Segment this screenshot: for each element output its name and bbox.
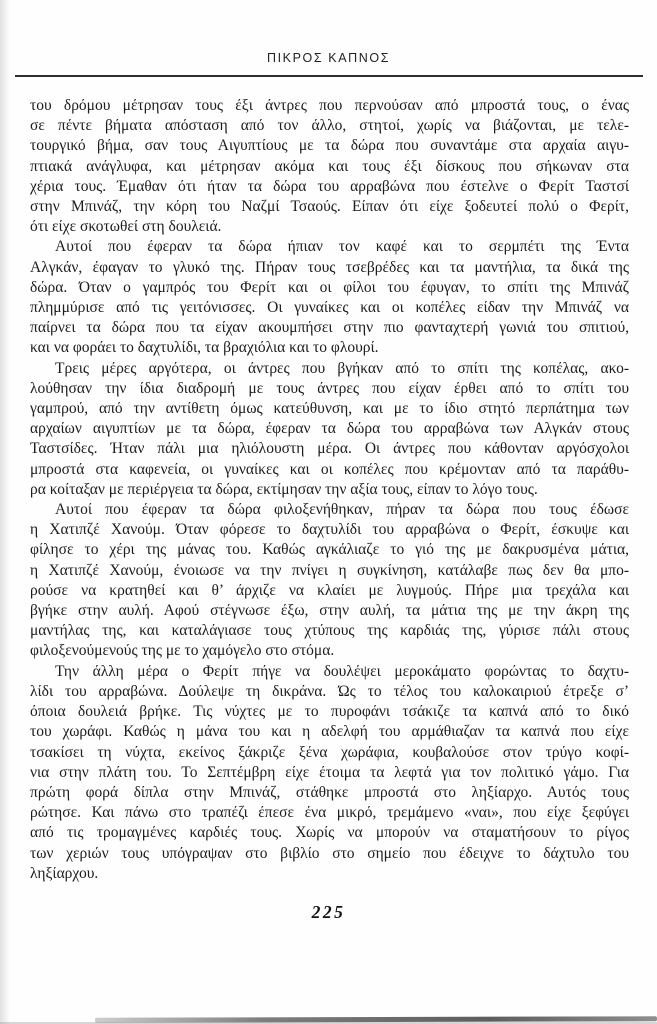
text-line: η Χατιπζέ Χανούμ. Όταν φόρεσε το δαχτυλίδι του αρραβώνα ο Φερίτ, έσκυψε και: [30, 521, 629, 539]
text-line: Ταστσίδες. Ήταν πάλι μια ηλιόλουστη μέρα. Οι άντρες που κάθονταν αργόσχολοι: [30, 440, 629, 458]
text-line: πτιακά ανάγλυφα, και μέτρησαν ακόμα και τους έξι δίσκους που σήκωναν στα: [30, 157, 629, 175]
text-line: σε πέντε βήματα απόσταση από τον άλλο, στητοί, χωρίς να βιάζονται, με τελε-: [30, 117, 629, 135]
text-line: χέρια τους. Έμαθαν ότι ήταν τα δώρα του αρραβώνα που έστελνε ο Φερίτ Ταστσί: [30, 177, 629, 195]
text-line: αρχαίων αιγυπτίων με τα δώρα, έφεραν τα δώρα του αρραβώνα των Αλγκάν στους: [30, 420, 629, 438]
text-line: από τις τρομαγμένες καρδιές τους. Χωρίς να μπορούν να σταματήσουν το ρίγος: [30, 824, 629, 842]
paragraph: [30, 359, 629, 500]
paragraph: [30, 500, 629, 662]
scan-edge-artifact: [95, 1016, 657, 1022]
text-line: ότι είχε σκοτωθεί στη δουλειά.: [30, 218, 222, 236]
text-line: λίδι του αρραβώνα. Δούλεψε τη δικράνα. Ώς το τέλος του καλοκαιριού έτρεξε σ’: [30, 682, 629, 700]
scan-left-shadow: [0, 0, 10, 1024]
text-line: πλημμύρισε από τις γειτόνισσες. Οι γυναίκες και οι κοπέλες είδαν την Μπινάζ να: [30, 299, 629, 317]
paragraph: [30, 237, 629, 358]
text-line: όποια δουλειά βρήκε. Τις νύχτες με το πυροφάνι τσάκιζε τα καπνά από το δικό: [30, 703, 629, 721]
text-line: η Χατιπζέ Χανούμ, ένοιωσε να την πνίγει η συγκίνηση, κατάλαβε πως δεν θα μπο-: [30, 561, 629, 579]
text-line: Τρεις μέρες αργότερα, οι άντρες που βγήκαν από το σπίτι της κοπέλας, ακο-: [55, 359, 629, 377]
text-line: πρώτη φορά δίπλα στην Μπινάζ, στάθηκε μπροστά στο ληξίαρχο. Αυτός τους: [30, 783, 629, 801]
page-body: [30, 96, 629, 884]
text-line: ληξίαρχου.: [30, 864, 99, 882]
text-line: Αλγκάν, έφαγαν το γλυκό της. Πήραν τους τσεβρέδες και τα μαντήλια, τα δικά της: [30, 258, 629, 276]
text-line: και να φοράει το δαχτυλίδι, τα βραχιόλια και το φλουρί.: [30, 339, 379, 357]
text-line: ρώτησε. Και πάνω στο τραπέζι έπεσε ένα μικρό, τρεμάμενο «ναι», που είχε ξεφύγει: [30, 804, 629, 822]
text-line: ρα κοίταξαν με περιέργεια τα δώρα, εκτίμησαν την αξία τους, είπαν το λόγο τους.: [30, 480, 538, 498]
text-line: παίρνει τα δώρα που τα είχαν ακουμπήσει στην πιο φανταχτερή γωνιά του σπιτιού,: [30, 319, 629, 337]
text-line: νια στην πλάτη του. Το Σεπτέμβρη είχε έτοιμα τα λεφτά για τον πολιτικό γάμο. Για: [30, 763, 629, 781]
page-number: 225: [311, 902, 346, 922]
text-line: τουργικό βήμα, σαν τους Αιγυπτίους με τα δώρα που συναντάμε στα αρχαία αιγυ-: [30, 137, 629, 155]
text-line: του δρόμου μέτρησαν τους έξι άντρες που περνούσαν από μπροστά τους, ο ένας: [30, 97, 629, 114]
text-line: φίλησε το χέρι της μάνας του. Καθώς αγκάλιαζε το γιό της με δακρυσμένα μάτια,: [30, 541, 629, 559]
text-line: γαμπρού, από την αντίθετη όμως κατεύθυνση, και με το ίδιο στητό περπάτημα των: [30, 400, 629, 418]
text-line: βγήκε στην αυλή. Αφού στέγνωσε έξω, στην αυλή, τα μάτια της με την άκρη της: [30, 602, 629, 620]
text-line: λούθησαν την ίδια διαδρομή με τους άντρες που είχαν έρθει από το σπίτι του: [30, 379, 629, 397]
text-line: δώρα. Όταν ο γαμπρός του Φερίτ και οι φίλοι του έφυγαν, το σπίτι της Μπινάζ: [30, 278, 629, 296]
text-line: του χωράφι. Καθώς η μάνα του και η αδελφή του αρμάθιαζαν τα καπνά που είχε: [30, 723, 629, 741]
text-line: μαντήλας της, και καταλάγιασε τους χτύπους της καρδιάς της, γύρισε πάλι στους: [30, 622, 629, 640]
text-line: Αυτοί που έφεραν τα δώρα ήπιαν τον καφέ και το σερμπέτι της Έντα: [55, 238, 629, 256]
running-header: ΠΙΚΡΟΣ ΚΑΠΝΟΣ: [266, 51, 391, 65]
text-line: Αυτοί που έφεραν τα δώρα φιλοξενήθηκαν, πήραν τα δώρα που τους έδωσε: [55, 501, 629, 519]
paragraph: [30, 96, 629, 237]
text-line: των χεριών τους υπόγραψαν στο βιβλίο στο σημείο που έδειχνε το δάχτυλο του: [30, 844, 629, 862]
text-line: ρούσε να κρατηθεί και θ’ άρχιζε να κλαίει με λυγμούς. Πήρε μια τρεχάλα και: [30, 581, 629, 599]
text-line: φιλοξενούμενούς της με το χαμόγελο στο στόμα.: [30, 642, 335, 660]
header-rule: [15, 75, 643, 77]
text-line: τσακίσει τη νύχτα, εκείνος ξάκριζε ξένα χωράφια, κουβαλούσε στον τρύγο κοφί-: [30, 743, 629, 761]
text-line: Την άλλη μέρα ο Φερίτ πήγε να δουλέψει μεροκάματο φορώντας το δαχτυ-: [55, 662, 629, 680]
text-line: στην Μπινάζ, την κόρη του Ναζμί Τσαούς. Είπαν ότι είχε ξοδευτεί πολύ ο Φερίτ,: [30, 198, 629, 216]
paragraph: [30, 662, 629, 884]
text-line: μπροστά στα καφενεία, οι γυναίκες και οι κοπέλες που κρέμονταν από τα παράθυ-: [30, 460, 629, 478]
